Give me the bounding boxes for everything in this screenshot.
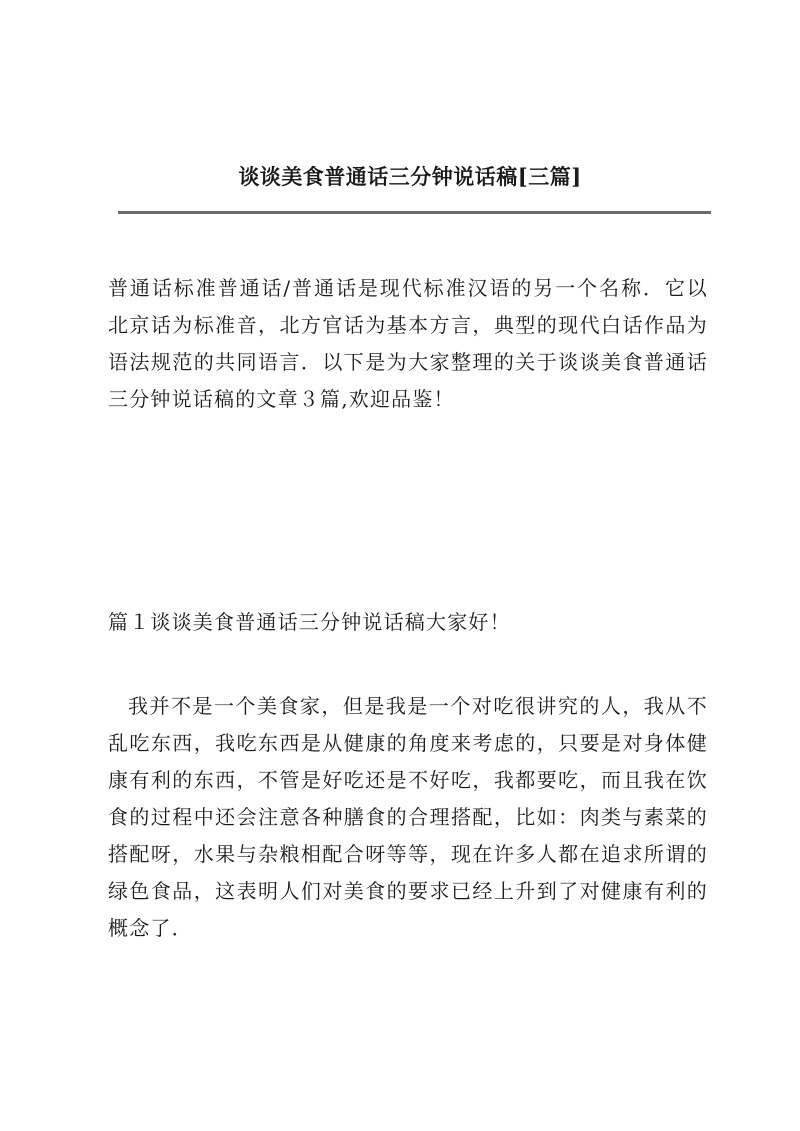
intro-paragraph: 普通话标准普通话/普通话是现代标准汉语的另一个名称．它以北京话为标准音，北方官话为基本方言，典型的现代白话作品为语法规范的共同语言．以下是为大家整理的关于谈谈美食普通话三分钟说话稿的文章３篇,欢迎品鉴！: [108, 276, 708, 411]
section-heading: 篇１谈谈美食普通话三分钟说话稿大家好！: [108, 610, 511, 634]
document-title: 谈谈美食普通话三分钟说话稿[三篇]: [238, 164, 582, 189]
title-divider: [118, 211, 711, 214]
section-body-paragraph: 我并不是一个美食家，但是我是一个对吃很讲究的人，我从不乱吃东西，我吃东西是从健康的角度来考虑的，只要是对身体健康有利的东西，不管是好吃还是不好吃，我都要吃，而且我在饮食的过程中还会注意各种膳食的合理搭配，比如：肉类与素菜的搭配呀，水果与杂粮相配合呀等等，现在许多人都在追求所谓的绿色食品，这表明人们对美食的要求已经上升到了对健康有利的概念了．: [108, 694, 708, 940]
